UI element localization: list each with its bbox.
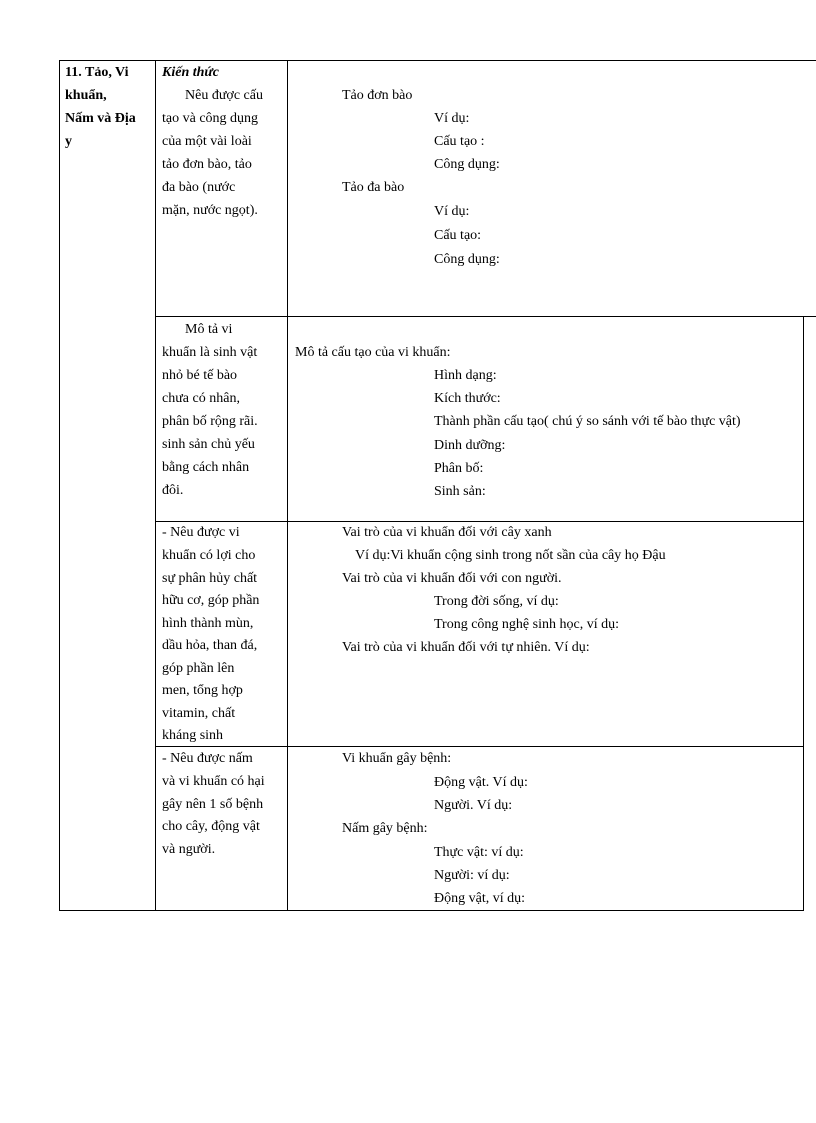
content-line: Cấu tạo : <box>434 134 485 149</box>
objective-line: đôi. <box>162 483 184 498</box>
objective-line: hình thành mùn, <box>162 616 254 631</box>
objective-line: sự phân hủy chất <box>162 571 258 586</box>
table-border-right <box>803 316 804 911</box>
objective-line: bằng cách nhân <box>162 460 250 475</box>
objective-line: men, tổng hợp <box>162 683 243 698</box>
content-line: Nấm gây bệnh: <box>342 821 428 836</box>
objective-line: khuẩn là sinh vật <box>162 345 258 360</box>
objective-line: Nêu được cấu <box>185 88 263 103</box>
content-line: Vai trò của vi khuẩn đối với tự nhiên. Ví dụ: <box>342 640 590 655</box>
table-border-bottom <box>59 910 804 911</box>
content-line: Trong công nghệ sinh học, ví dụ: <box>434 617 619 632</box>
objective-line: vitamin, chất <box>162 706 236 721</box>
content-line: Dinh dưỡng: <box>434 438 506 453</box>
content-line: Ví dụ:Vi khuẩn cộng sinh trong nốt sần của cây họ Đậu <box>355 548 666 563</box>
column-divider-2 <box>287 60 288 911</box>
content-line: Hình dạng: <box>434 368 497 383</box>
objective-line: dầu hỏa, than đá, <box>162 638 258 653</box>
content-line: Người: ví dụ: <box>434 868 510 883</box>
objective-line: gây nên 1 số bệnh <box>162 797 264 812</box>
objective-line: khuẩn có lợi cho <box>162 548 256 563</box>
content-line: Động vật. Ví dụ: <box>434 775 528 790</box>
content-line: Trong đời sống, ví dụ: <box>434 594 559 609</box>
content-line: Ví dụ: <box>434 111 470 126</box>
objective-line: - Nêu được nấm <box>162 751 253 766</box>
content-line: Cấu tạo: <box>434 228 482 243</box>
content-line: Mô tả cấu tạo của vi khuẩn: <box>295 345 451 360</box>
objective-line: nhỏ bé tế bào <box>162 368 238 383</box>
objective-line: cho cây, động vật <box>162 819 260 834</box>
content-line: Động vật, ví dụ: <box>434 891 525 906</box>
objective-line: mặn, nước ngọt). <box>162 203 258 218</box>
content-line: Vai trò của vi khuẩn đối với cây xanh <box>342 525 552 540</box>
objective-line: phân bố rộng rãi. <box>162 414 258 429</box>
table-border-left <box>59 60 60 911</box>
objective-line: tạo và công dụng <box>162 111 259 126</box>
objective-line: tảo đơn bào, tảo <box>162 157 252 172</box>
content-line: Ví dụ: <box>434 204 470 219</box>
topic-line: Nấm và Địa <box>65 111 136 126</box>
topic-line: y <box>65 134 72 149</box>
content-line: Vi khuẩn gây bệnh: <box>342 751 452 766</box>
topic-line: khuẩn, <box>65 88 107 103</box>
objective-line: sinh sản chủ yếu <box>162 437 255 452</box>
content-line: Phân bố: <box>434 461 484 476</box>
objective-line: chưa có nhân, <box>162 391 240 406</box>
content-line: Thành phần cấu tạo( chú ý so sánh với tế bào thực vật) <box>434 414 741 429</box>
content-line: Người. Ví dụ: <box>434 798 513 813</box>
content-line: Tảo đa bào <box>342 180 405 195</box>
content-line: Công dụng: <box>434 157 500 172</box>
objective-line: đa bào (nước <box>162 180 236 195</box>
objective-line: Mô tả vi <box>185 322 233 337</box>
objective-line: kháng sinh <box>162 728 224 743</box>
objective-line: và người. <box>162 842 216 857</box>
objective-line: và vi khuẩn có hại <box>162 774 265 789</box>
objective-line: - Nêu được vi <box>162 525 240 540</box>
content-line: Tảo đơn bào <box>342 88 413 103</box>
objective-line: của một vài loài <box>162 134 252 149</box>
objective-line: hữu cơ, góp phần <box>162 593 260 608</box>
content-line: Công dụng: <box>434 252 500 267</box>
objective-line: góp phần lên <box>162 661 235 676</box>
topic-line: 11. Tảo, Vi <box>65 65 129 80</box>
column-divider-1 <box>155 60 156 911</box>
content-line: Vai trò của vi khuẩn đối với con người. <box>342 571 562 586</box>
content-line: Thực vật: ví dụ: <box>434 845 524 860</box>
row-divider-1 <box>155 316 816 317</box>
content-line: Sinh sản: <box>434 484 486 499</box>
knowledge-heading: Kiến thức <box>162 65 220 80</box>
content-line: Kích thước: <box>434 391 501 406</box>
